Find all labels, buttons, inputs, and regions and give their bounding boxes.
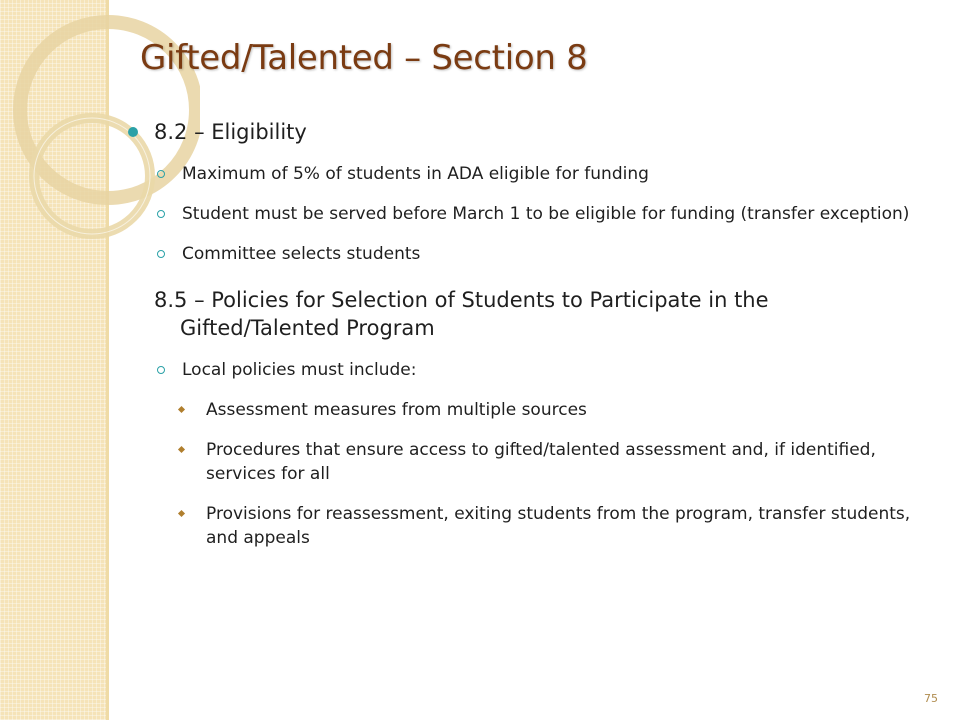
bullet-eligibility xyxy=(128,118,928,146)
sub-sub-item-text: Provisions for reassessment, exiting students from the program, transfer students, and appeals xyxy=(206,504,911,548)
diamond-bullet-icon xyxy=(178,406,185,413)
sub-item-text: Local policies must include: xyxy=(182,360,417,380)
bullet-selection-policies xyxy=(128,286,928,342)
ring-bullet-icon xyxy=(157,366,165,374)
sub-item-local-policies xyxy=(128,358,928,382)
sub-item-committee xyxy=(128,242,928,266)
sub-item-march-deadline xyxy=(128,202,928,226)
bullet-text: 8.5 – Policies for Selection of Students to Participate in the Gifted/Talented Program xyxy=(154,288,769,340)
ring-bullet-icon xyxy=(157,170,165,178)
slide-number: 75 xyxy=(924,692,938,705)
bullet-text: 8.2 – Eligibility xyxy=(154,120,307,144)
sub-item-max-students xyxy=(128,162,928,186)
sub-sub-item-text: Procedures that ensure access to gifted/talented assessment and, if identified, services for all xyxy=(206,440,876,484)
sub-item-text: Committee selects students xyxy=(182,244,421,264)
sub-sub-item-text: Assessment measures from multiple sources xyxy=(206,400,587,420)
slide-title: Gifted/Talented – Section 8 xyxy=(140,38,588,78)
ring-bullet-icon xyxy=(157,250,165,258)
sub-item-text: Maximum of 5% of students in ADA eligible for funding xyxy=(182,164,649,184)
sub-sub-item-assessment xyxy=(128,398,928,422)
bullet-dot-icon xyxy=(128,127,138,137)
sub-sub-item-provisions xyxy=(128,502,928,550)
diamond-bullet-icon xyxy=(178,510,185,517)
ring-bullet-icon xyxy=(157,210,165,218)
slide-body xyxy=(128,118,928,550)
sub-item-text: Student must be served before March 1 to be eligible for funding (transfer exception) xyxy=(182,204,910,224)
sub-sub-item-procedures xyxy=(128,438,928,486)
diamond-bullet-icon xyxy=(178,446,185,453)
